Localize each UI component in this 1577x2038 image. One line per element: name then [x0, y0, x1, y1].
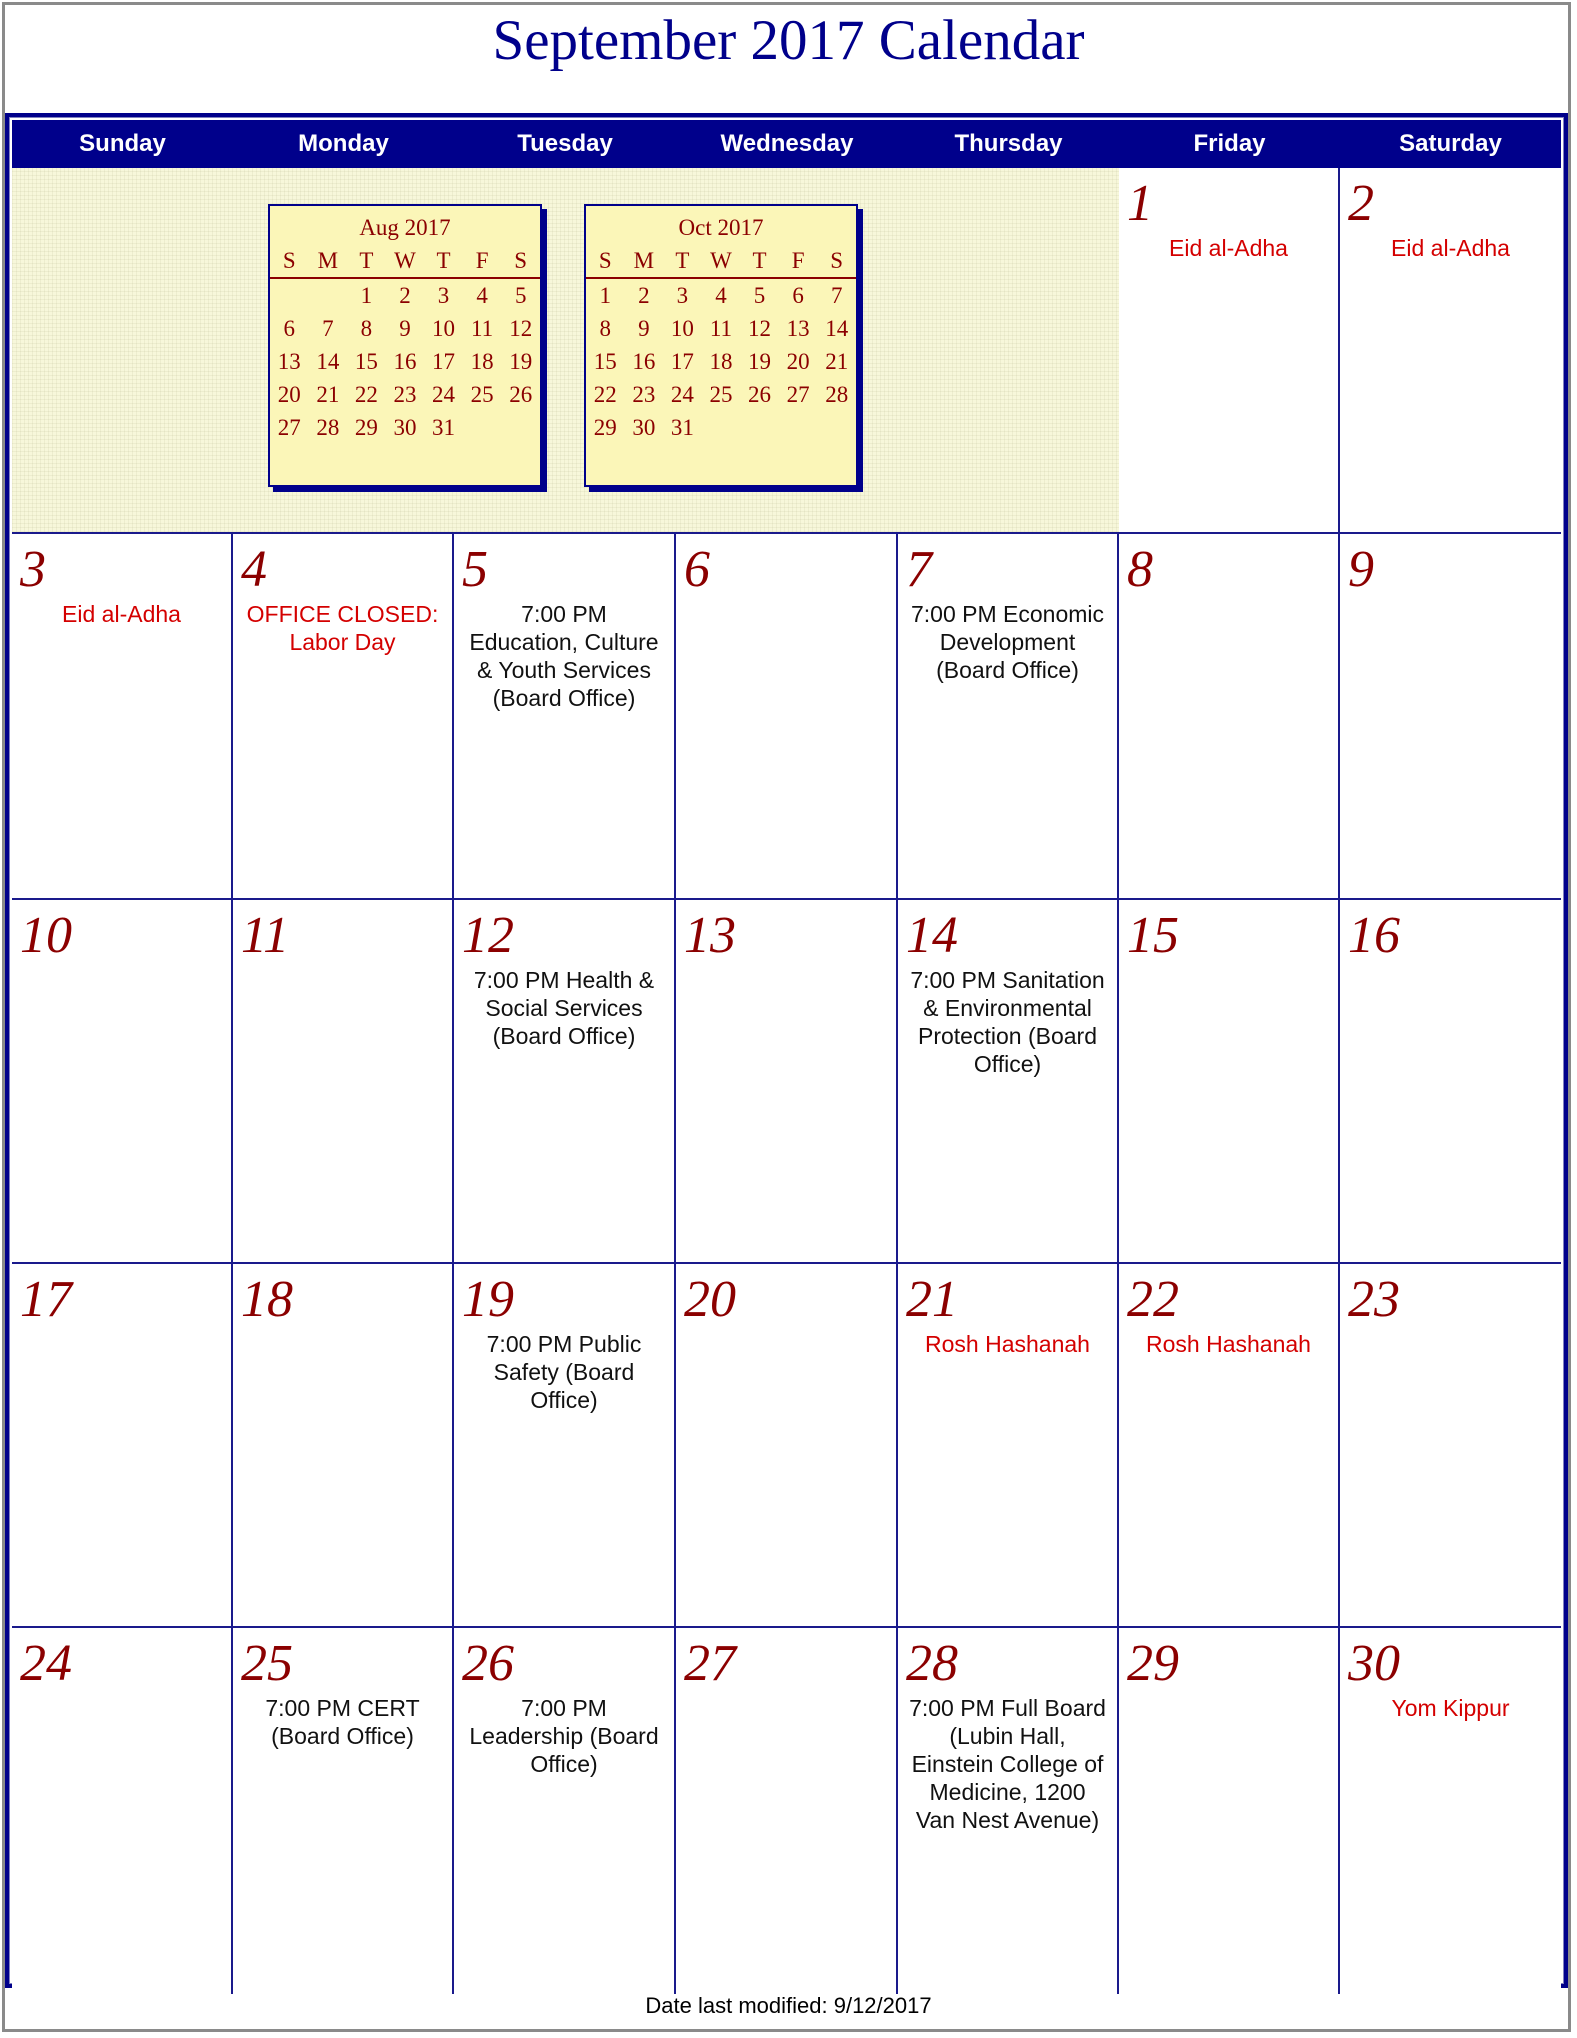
mini-day: 27	[277, 414, 301, 440]
day-number: 26	[462, 1635, 514, 1692]
mini-day: 7	[322, 315, 334, 341]
mini-calendar-previous	[268, 204, 542, 487]
mini-weekday-initial: S	[586, 245, 625, 278]
mini-day: 2	[399, 282, 411, 308]
mini-day: 1	[360, 282, 373, 308]
mini-day: 5	[753, 282, 766, 308]
mini-weekday-initial: M	[309, 245, 348, 278]
day-number: 22	[1127, 1271, 1179, 1328]
day-cell	[233, 534, 454, 900]
mini-day: 23	[632, 381, 656, 407]
mini-day: 23	[393, 381, 417, 407]
mini-day: 6	[792, 282, 804, 308]
mini-weekday-initial: T	[347, 245, 386, 278]
mini-day: 31	[432, 414, 456, 440]
day-number: 7	[906, 541, 932, 598]
mini-day: 25	[470, 381, 494, 407]
weekday-wednesday: Wednesday	[720, 130, 854, 157]
mini-weekday-initial: S	[817, 245, 856, 278]
event-label: 7:00 PM Sanitation & Environmental Protection (Board Office)	[910, 967, 1105, 1077]
mini-day: 10	[670, 315, 694, 341]
day-cell	[676, 534, 898, 900]
mini-day: 4	[476, 282, 488, 308]
day-cell	[1119, 900, 1340, 1264]
mini-calendar-table	[270, 245, 540, 444]
day-number: 16	[1348, 907, 1400, 964]
mini-day: 21	[825, 348, 849, 374]
mini-day: 19	[748, 348, 772, 374]
mini-day: 16	[393, 348, 417, 374]
mini-weekday-initial: S	[501, 245, 540, 278]
mini-day: 15	[354, 348, 378, 374]
weekday-thursday: Thursday	[954, 130, 1063, 157]
mini-day: 1	[599, 282, 612, 308]
mini-day: 25	[709, 381, 733, 407]
mini-day: 30	[393, 414, 417, 440]
day-number: 27	[684, 1635, 736, 1692]
day-cell	[12, 1264, 233, 1628]
day-number: 2	[1348, 175, 1374, 232]
holiday-label: Eid al-Adha	[1391, 235, 1510, 261]
mini-day: 9	[399, 315, 411, 341]
mini-day	[817, 411, 856, 444]
mini-weekday-initial: M	[625, 245, 664, 278]
day-cell	[454, 534, 676, 900]
day-cell	[1119, 168, 1340, 534]
mini-day	[740, 411, 779, 444]
day-number: 1	[1127, 175, 1153, 232]
event-label: 7:00 PM CERT (Board Office)	[265, 1695, 420, 1749]
holiday-label: Yom Kippur	[1391, 1695, 1510, 1721]
mini-day: 28	[316, 414, 340, 440]
day-number: 13	[684, 907, 736, 964]
weekday-tuesday: Tuesday	[517, 130, 613, 157]
day-number: 28	[906, 1635, 958, 1692]
weekday-monday: Monday	[298, 130, 389, 157]
mini-day: 30	[632, 414, 656, 440]
mini-day: 3	[437, 282, 450, 308]
holiday-label: Rosh Hashanah	[1146, 1331, 1311, 1357]
day-number: 23	[1348, 1271, 1400, 1328]
mini-day: 17	[670, 348, 694, 374]
mini-day: 24	[432, 381, 456, 407]
mini-day: 29	[593, 414, 617, 440]
holiday-label: Rosh Hashanah	[925, 1331, 1090, 1357]
day-cell	[676, 1264, 898, 1628]
day-cell	[1340, 900, 1561, 1264]
mini-day: 14	[825, 315, 849, 341]
day-cell	[1119, 1264, 1340, 1628]
mini-day: 21	[316, 381, 340, 407]
mini-day: 11	[709, 315, 733, 341]
day-number: 25	[241, 1635, 293, 1692]
page-title: September 2017 Calendar	[492, 9, 1085, 72]
mini-weekday-initial: W	[386, 245, 425, 278]
day-cell	[1340, 168, 1561, 534]
weekday-sunday: Sunday	[79, 130, 166, 157]
event-label: 7:00 PM Public Safety (Board Office)	[486, 1331, 642, 1413]
day-number: 15	[1127, 907, 1179, 964]
day-cell	[454, 1628, 676, 1994]
mini-day: 12	[509, 315, 533, 341]
day-number: 20	[684, 1271, 736, 1328]
day-number: 5	[462, 541, 488, 598]
day-number: 21	[906, 1271, 958, 1328]
day-cell	[898, 534, 1119, 900]
day-cell	[233, 900, 454, 1264]
mini-weekday-initial: S	[270, 245, 309, 278]
day-cell	[12, 900, 233, 1264]
mini-day: 2	[638, 282, 650, 308]
day-number: 4	[241, 541, 267, 598]
mini-day: 3	[676, 282, 689, 308]
day-cell	[1340, 534, 1561, 900]
weekday-saturday: Saturday	[1399, 130, 1502, 157]
mini-day: 22	[354, 381, 378, 407]
mini-day: 13	[277, 348, 301, 374]
day-number: 11	[241, 907, 290, 964]
mini-day: 12	[748, 315, 772, 341]
mini-weekday-initial: F	[463, 245, 502, 278]
mini-day: 19	[509, 348, 533, 374]
day-number: 3	[20, 541, 46, 598]
event-label: 7:00 PM Economic Development (Board Office)	[910, 601, 1105, 683]
day-number: 6	[684, 541, 710, 598]
mini-day: 13	[786, 315, 810, 341]
mini-day	[309, 278, 348, 312]
mini-day: 8	[360, 315, 373, 341]
mini-day: 11	[471, 315, 494, 341]
day-cell	[898, 1628, 1119, 1994]
mini-day	[501, 411, 540, 444]
mini-day: 8	[599, 315, 612, 341]
mini-day: 31	[670, 414, 694, 440]
day-number: 17	[20, 1271, 72, 1328]
day-number: 24	[20, 1635, 72, 1692]
mini-weekday-initial: T	[424, 245, 463, 278]
mini-day: 26	[509, 381, 533, 407]
day-cell	[676, 1628, 898, 1994]
weekday-header	[12, 120, 1561, 168]
day-cell	[898, 900, 1119, 1264]
leading-blank-area	[12, 168, 1122, 534]
mini-day: 9	[638, 315, 650, 341]
mini-day: 26	[748, 381, 772, 407]
holiday-label: OFFICE CLOSED: Labor Day	[246, 601, 439, 655]
mini-day: 4	[715, 282, 727, 308]
mini-day	[270, 278, 309, 312]
day-number: 8	[1127, 541, 1153, 598]
mini-day: 7	[830, 282, 843, 308]
mini-day: 16	[632, 348, 656, 374]
mini-day: 6	[283, 315, 296, 341]
mini-day: 14	[316, 348, 340, 374]
day-number: 29	[1127, 1635, 1179, 1692]
mini-day: 17	[432, 348, 456, 374]
day-number: 30	[1348, 1635, 1400, 1692]
mini-day: 5	[514, 282, 527, 308]
last-modified-note: Date last modified: 9/12/2017	[645, 1993, 932, 2018]
mini-calendar-title: Oct 2017	[678, 215, 764, 240]
mini-day: 10	[432, 315, 456, 341]
mini-day: 22	[593, 381, 617, 407]
mini-calendar-table	[586, 245, 856, 444]
day-cell	[676, 900, 898, 1264]
day-cell	[12, 1628, 233, 1994]
day-number: 18	[241, 1271, 293, 1328]
mini-day: 15	[593, 348, 617, 374]
day-number: 19	[462, 1271, 514, 1328]
day-cell	[233, 1264, 454, 1628]
mini-day: 29	[354, 414, 378, 440]
day-cell	[233, 1628, 454, 1994]
day-cell	[898, 1264, 1119, 1628]
mini-weekday-initial: W	[702, 245, 741, 278]
day-cell	[1119, 1628, 1340, 1994]
event-label: 7:00 PM Full Board (Lubin Hall, Einstein College of Medicine, 1200 Van Nest Avenue)	[909, 1695, 1106, 1833]
day-cell	[1340, 1264, 1561, 1628]
day-cell	[454, 1264, 676, 1628]
day-cell	[1119, 534, 1340, 900]
day-cell	[454, 900, 676, 1264]
mini-day: 20	[786, 348, 810, 374]
mini-day	[463, 411, 502, 444]
day-cell	[1340, 1628, 1561, 1994]
mini-day	[702, 411, 741, 444]
holiday-label: Eid al-Adha	[62, 601, 181, 627]
holiday-label: Eid al-Adha	[1169, 235, 1288, 261]
day-number: 9	[1348, 541, 1374, 598]
day-cell	[12, 534, 233, 900]
mini-weekday-initial: T	[740, 245, 779, 278]
mini-calendar-next	[584, 204, 858, 487]
mini-day: 18	[709, 348, 733, 374]
weekday-friday: Friday	[1193, 130, 1266, 157]
mini-day	[779, 411, 818, 444]
event-label: 7:00 PM Education, Culture & Youth Services (Board Office)	[469, 601, 659, 711]
day-number: 10	[20, 907, 72, 964]
mini-day: 27	[786, 381, 810, 407]
month-calendar	[5, 113, 1568, 1988]
event-label: 7:00 PM Leadership (Board Office)	[469, 1695, 659, 1777]
day-number: 14	[906, 907, 958, 964]
mini-day: 28	[825, 381, 849, 407]
day-number: 12	[462, 907, 514, 964]
mini-day: 18	[470, 348, 494, 374]
event-label: 7:00 PM Health & Social Services (Board Office)	[473, 967, 655, 1049]
mini-weekday-initial: F	[779, 245, 818, 278]
mini-calendar-title: Aug 2017	[359, 215, 451, 240]
mini-day: 24	[670, 381, 694, 407]
mini-weekday-initial: T	[663, 245, 702, 278]
mini-day: 20	[277, 381, 301, 407]
